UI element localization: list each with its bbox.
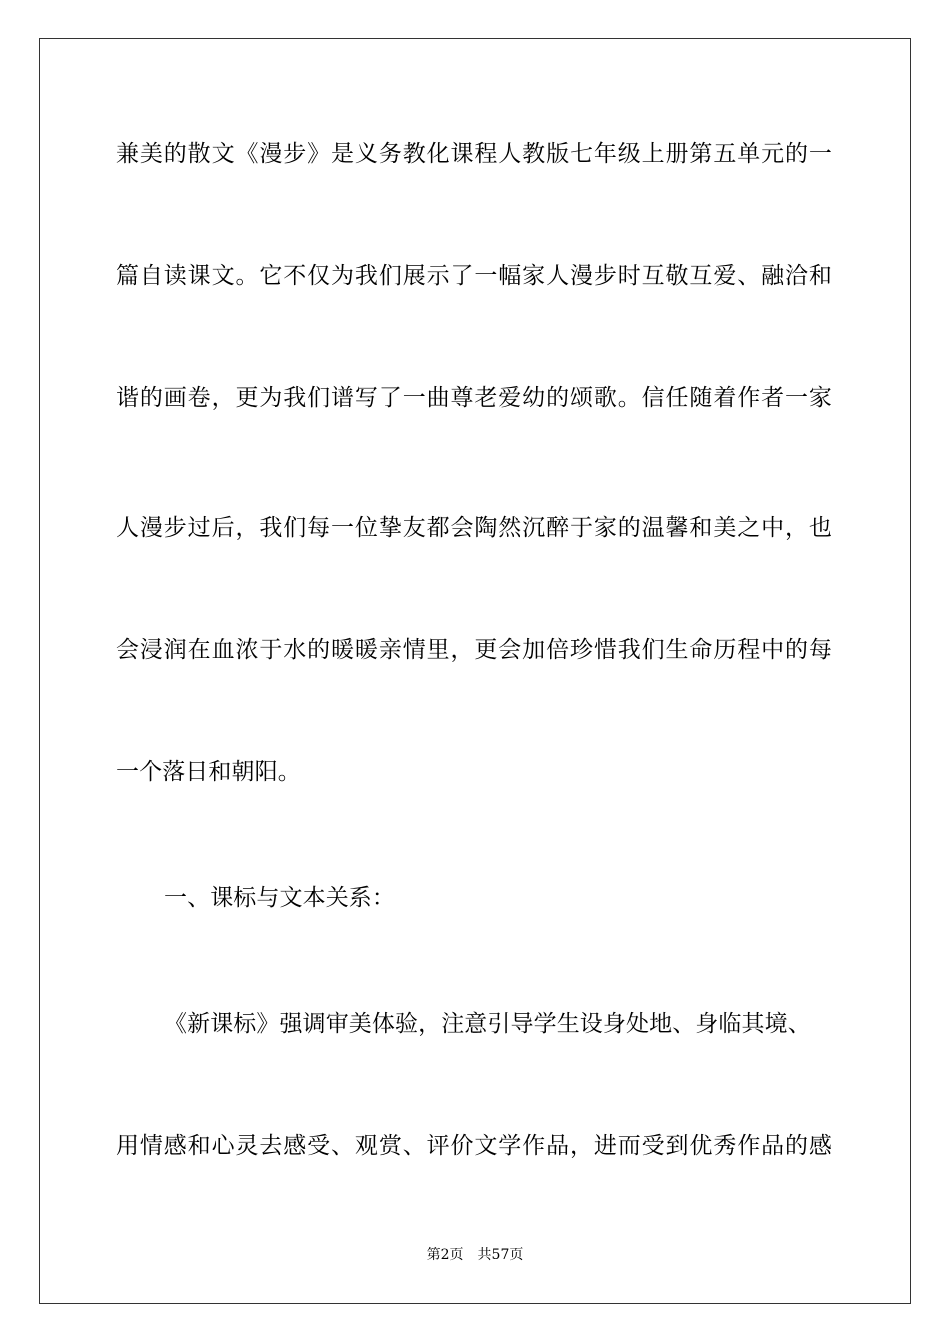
- body-text-line: 篇自读课文。它不仅为我们展示了一幅家人漫步时互敬互爱、融洽和: [116, 263, 832, 289]
- body-text-line: 《新课标》强调审美体验，注意引导学生设身处地、身临其境、: [164, 1011, 811, 1037]
- body-text-line: 人漫步过后，我们每一位挚友都会陶然沉醉于家的温馨和美之中，也: [116, 515, 832, 541]
- body-text-line: 用情感和心灵去感受、观赏、评价文学作品，进而受到优秀作品的感: [116, 1133, 832, 1159]
- body-text-line: 会浸润在血浓于水的暖暖亲情里，更会加倍珍惜我们生命历程中的每: [116, 637, 832, 663]
- section-heading: 一、课标与文本关系：: [164, 885, 395, 911]
- body-text-line: 兼美的散文《漫步》是义务教化课程人教版七年级上册第五单元的一: [116, 141, 832, 167]
- page-footer: [0, 1246, 950, 1264]
- page-frame: [39, 38, 911, 1304]
- body-text-line: 谐的画卷，更为我们谱写了一曲尊老爱幼的颂歌。信任随着作者一家: [116, 385, 832, 411]
- body-text-line: 一个落日和朝阳。: [116, 759, 301, 785]
- page-number: 第2页: [426, 1247, 464, 1263]
- page-total: 共57页: [477, 1247, 524, 1263]
